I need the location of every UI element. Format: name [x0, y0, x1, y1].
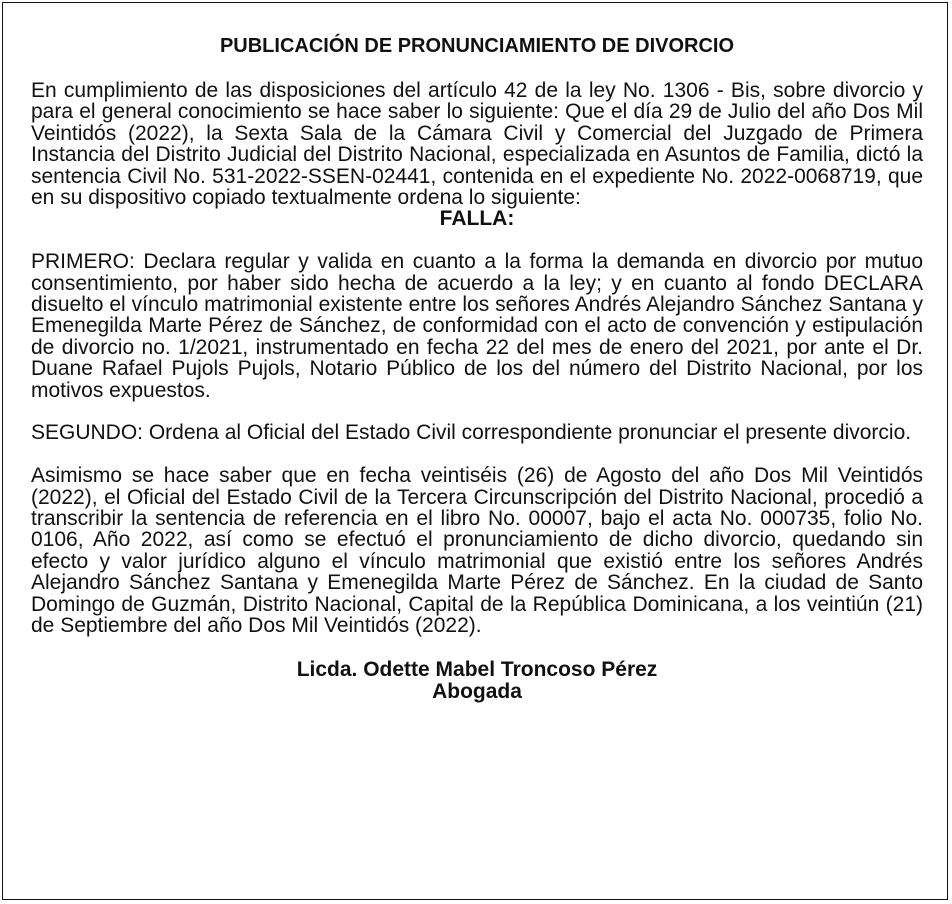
publication-document: [31, 34, 923, 703]
paragraph-spacer: [31, 401, 923, 422]
paragraph-spacer: [31, 444, 923, 465]
primero-paragraph: PRIMERO: Declara regular y valida en cuanto a la forma la demanda en divorcio por mutuo consentimiento, por haber sido hecha de acuerdo a la ley; y en cuanto al fondo DECLARA disuelto el vínculo matrimonial existente entre los señores Andrés Alejandro Sánchez Santana y Emenegilda Marte Pérez de Sánchez, de conformidad con el acto de convención y estipulación de divorcio no. 1/2021, instrumentado en fecha 22 del mes de enero del 2021, por ante el Dr. Duane Rafael Pujols Pujols, Notario Público de los del número del Distrito Nacional, por los motivos expuestos.: [31, 250, 923, 402]
asimismo-paragraph: Asimismo se hace saber que en fecha veintiséis (26) de Agosto del año Dos Mil Veintidós (2022), el Oficial del Estado Civil de la Tercera Circunscripción del Distrito Nacional, procedió a transcribir la sentencia de referencia en el libro No. 00007, bajo el acta No. 000735, folio No. 0106, Año 2022, así como se efectuó el pronunciamiento de dicho divorcio, quedando sin efecto y valor jurídico alguno el vínculo matrimonial que existió entre los señores Andrés Alejandro Sánchez Santana y Emenegilda Marte Pérez de Sánchez. En la ciudad de Santo Domingo de Guzmán, Distrito Nacional, Capital de la República Dominicana, a los veintiún (21) de Septiembre del año Dos Mil Veintidós (2022).: [31, 464, 923, 638]
falla-heading: FALLA:: [439, 207, 515, 231]
document-title: PUBLICACIÓN DE PRONUNCIAMIENTO DE DIVORCIO: [219, 35, 735, 57]
intro-paragraph: En cumplimiento de las disposiciones del artículo 42 de la ley No. 1306 - Bis, sobre divorcio y para el general conocimiento se hace saber lo siguiente: Que el día 29 de Julio del año Dos Mil Veintidós (2022), la Sexta Sala de la Cámara Civil y Comercial del Juzgado de Primera Instancia del Distrito Judicial del Distrito Nacional, especializada en Asuntos de Familia, dictó la sentencia Civil No. 531-2022-SSEN-02441, contenida en el expediente No. 2022-0068719, que en su dispositivo copiado textualmente ordena lo siguiente:: [31, 79, 923, 210]
signature-name: Licda. Odette Mabel Troncoso Pérez: [296, 657, 658, 681]
signature-block: [31, 659, 923, 703]
signature-role: Abogada: [432, 679, 522, 703]
segundo-paragraph: SEGUNDO: Ordena al Oficial del Estado Civil correspondiente pronunciar el presente divorcio.: [31, 421, 912, 445]
